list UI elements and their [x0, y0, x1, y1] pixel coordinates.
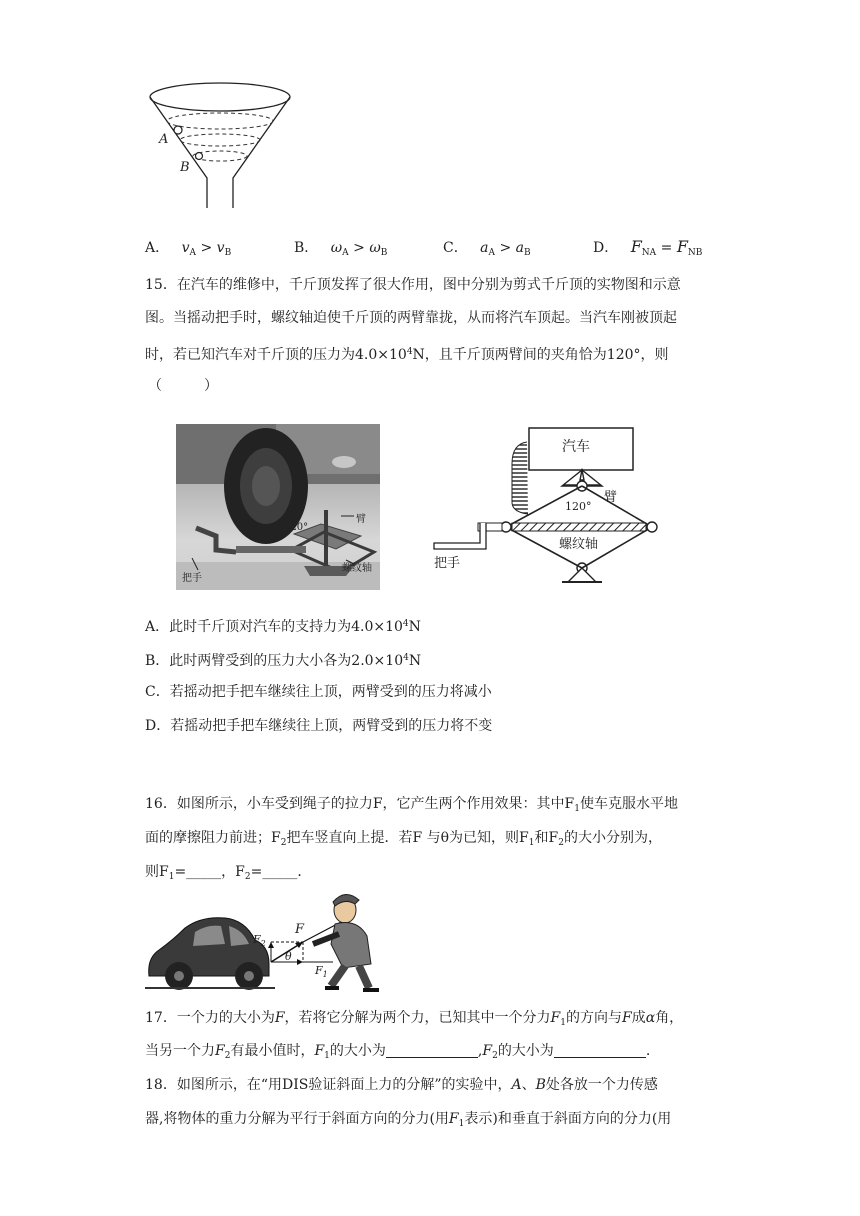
- jack-diagram: [432, 424, 662, 592]
- q16-stem-line-1: 16．如图所示，小车受到绳子的拉力F，它产生两个作用效果：其中$F_1$使车克服水平地: [145, 796, 678, 814]
- diagram-car-label: 汽车: [562, 439, 590, 455]
- q15-option-d[interactable]: D．若摇动把手把车继续往上顶，两臂受到的压力将不变: [145, 718, 493, 734]
- photo-angle-label: 120°: [284, 522, 309, 533]
- photo-arm-label: 臂: [356, 514, 366, 525]
- fig-f2-label: $F_2$: [253, 933, 266, 948]
- q15-option-a[interactable]: A．此时千斤顶对汽车的支持力为$4.0\times 10^4N$: [145, 619, 421, 635]
- diagram-handle-label: 把手: [434, 556, 461, 571]
- jack-photo: [176, 424, 380, 590]
- q15-stem-line-2: 图。当摇动把手时，螺纹轴迫使千斤顶的两臂靠拢，从而将汽车顶起。当汽车刚被顶起: [145, 310, 677, 326]
- car-pull-figure: [145, 888, 385, 992]
- q16-stem-line-3[interactable]: 则$F_1=\_\_\_\_\_$，$F_2=\_\_\_\_\_$．: [145, 864, 312, 882]
- photo-handle-label: 把手: [182, 573, 202, 584]
- q14-option-b[interactable]: B． $\omega_A > \omega_B$: [294, 240, 388, 258]
- q17-stem-line-1: 17．一个力的大小为F，若将它分解为两个力，已知其中一个分力$F_1$的方向与F成α角，: [145, 1010, 684, 1028]
- answer-blank-f2[interactable]: [554, 1043, 646, 1058]
- q15-answer-bracket: （ ）: [148, 378, 218, 394]
- fig-f1-label: $F_1$: [315, 964, 328, 979]
- funnel-figure: [145, 78, 295, 212]
- q15-option-b[interactable]: B．此时两臂受到的压力大小各为$2.0\times 10^4N$: [145, 653, 422, 669]
- label-a: A: [159, 132, 169, 147]
- answer-blank-f1[interactable]: [386, 1043, 478, 1058]
- q14-option-d[interactable]: D． $F_{NA} = F_{NB}$: [593, 237, 703, 258]
- q15-option-c[interactable]: C．若摇动把手把车继续往上顶，两臂受到的压力将减小: [145, 684, 492, 700]
- q18-stem-line-1: 18．如图所示，在“用DIS验证斜面上力的分解”的实验中，A、B处各放一个力传感: [145, 1077, 658, 1093]
- q17-stem-line-2[interactable]: 当另一个力$F_2$有最小值时，$F_1$的大小为 $,F_2$的大小为 .: [145, 1043, 651, 1061]
- diagram-arm-label: 臂: [604, 490, 618, 505]
- fig-f-label: F: [295, 922, 305, 937]
- q14-option-c[interactable]: C． $a_A > a_B$: [443, 240, 531, 258]
- fig-theta-label: θ: [285, 950, 292, 963]
- diagram-angle-label: 120°: [565, 500, 592, 513]
- q15-stem-line-3: 时，若已知汽车对千斤顶的压力为$4.0\times 10^4N$，且千斤顶两臂间的夹角恰为120°，则: [145, 347, 669, 363]
- q14-option-a[interactable]: A． $v_A > v_B$: [145, 240, 232, 258]
- label-b: B: [180, 160, 190, 175]
- q16-stem-line-2: 面的摩擦阻力前进；$F_2$把车竖直向上提．若F 与θ为已知，则$F_1$和$F_2$的大小分别为，: [145, 830, 662, 848]
- q15-stem-line-1: 15．在汽车的维修中，千斤顶发挥了很大作用，图中分别为剪式千斤顶的实物图和示意: [145, 277, 681, 293]
- photo-screw-label: 螺纹轴: [342, 563, 372, 574]
- diagram-screw-label: 螺纹轴: [559, 537, 599, 552]
- q18-stem-line-2: 器,将物体的重力分解为平行于斜面方向的分力(用$F_1$表示)和垂直于斜面方向的分力(用: [145, 1111, 672, 1129]
